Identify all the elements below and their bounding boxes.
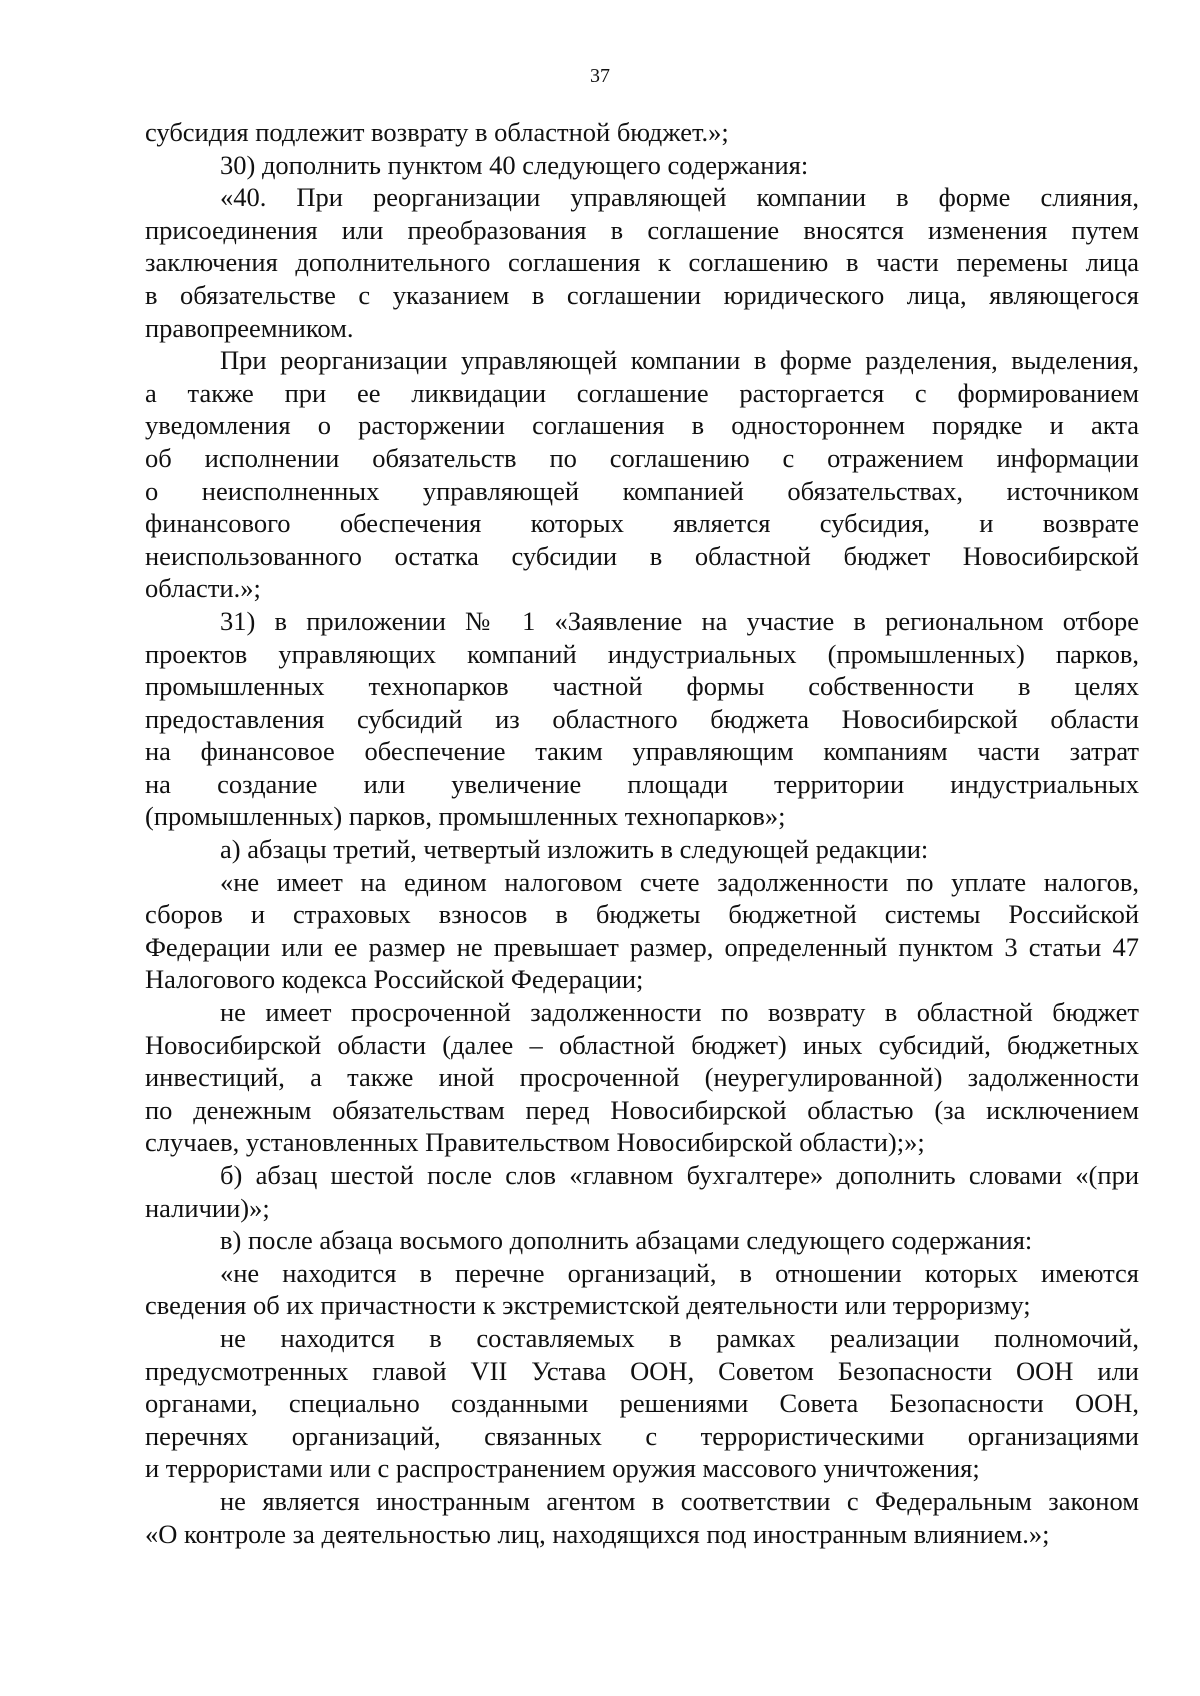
text-line: предусмотренных главой VII Устава ООН, Советом Безопасности ООН или [145, 1355, 1139, 1386]
text-line: неиспользованного остатка субсидии в областной бюджет Новосибирской [145, 540, 1139, 571]
text-line: а также при ее ликвидации соглашение расторгается с формированием [145, 377, 1139, 408]
text-line: на финансовое обеспечение таким управляющим компаниям части затрат [145, 736, 1139, 767]
page-number: 37 [590, 65, 610, 87]
document-body [145, 116, 1139, 1550]
text-line: Федерации или ее размер не превышает размер, определенный пунктом 3 статьи 47 [145, 931, 1139, 962]
text-line: сборов и страховых взносов в бюджеты бюджетной системы Российской [145, 899, 1139, 930]
text-line: заключения дополнительного соглашения к соглашению в части перемены лица [145, 247, 1139, 278]
text-line: не имеет просроченной задолженности по возврату в областной бюджет [220, 997, 1139, 1028]
text-line: области.»; [145, 573, 261, 604]
text-line: присоединения или преобразования в соглашение вносятся изменения путем [145, 214, 1139, 245]
text-line: Новосибирской области (далее – областной бюджет) иных субсидий, бюджетных [145, 1029, 1139, 1060]
text-line: «не имеет на едином налоговом счете задолженности по уплате налогов, [220, 866, 1139, 897]
text-line: инвестиций, а также иной просроченной (неурегулированной) задолженности [145, 1062, 1139, 1093]
text-line: «не находится в перечне организаций, в отношении которых имеются [220, 1257, 1139, 1288]
text-line: Налогового кодекса Российской Федерации; [145, 964, 644, 995]
text-line: «О контроле за деятельностью лиц, находящихся под иностранным влиянием.»; [145, 1518, 1050, 1549]
text-line: на создание или увеличение площади территории индустриальных [145, 768, 1139, 799]
text-line: о неисполненных управляющей компанией обязательствах, источником [145, 475, 1139, 506]
text-line: При реорганизации управляющей компании в форме разделения, выделения, [220, 345, 1139, 376]
text-line: а) абзацы третий, четвертый изложить в следующей редакции: [220, 834, 929, 865]
text-line: не находится в составляемых в рамках реализации полномочий, [220, 1322, 1139, 1353]
text-line: субсидия подлежит возврату в областной бюджет.»; [145, 117, 729, 147]
text-line: правопреемником. [145, 312, 354, 343]
text-line: (промышленных) парков, промышленных технопарков»; [145, 801, 786, 832]
text-line: сведения об их причастности к экстремистской деятельности или терроризму; [145, 1290, 1031, 1321]
text-line: промышленных технопарков частной формы собственности в целях [145, 671, 1139, 702]
text-line: не является иностранным агентом в соответствии с Федеральным законом [220, 1485, 1139, 1516]
text-line: проектов управляющих компаний индустриальных (промышленных) парков, [145, 638, 1139, 669]
text-line: б) абзац шестой после слов «главном бухгалтере» дополнить словами «(при [220, 1160, 1139, 1190]
text-line: «40. При реорганизации управляющей компании в форме слияния, [220, 182, 1139, 213]
text-line: в обязательстве с указанием в соглашении юридического лица, являющегося [145, 279, 1139, 310]
text-line: 30) дополнить пунктом 40 следующего содержания: [220, 149, 809, 180]
text-line: перечнях организаций, связанных с террористическими организациями [145, 1420, 1139, 1451]
text-line: в) после абзаца восьмого дополнить абзацами следующего содержания: [220, 1225, 1033, 1256]
text-line: об исполнении обязательств по соглашению с отражением информации [145, 442, 1139, 473]
text-line: органами, специально созданными решениями Совета Безопасности ООН, [145, 1388, 1139, 1419]
text-line: и террористами или с распространением оружия массового уничтожения; [145, 1453, 980, 1484]
text-line: 31) в приложении № 1 «Заявление на участие в региональном отборе [220, 605, 1139, 636]
text-line: по денежным обязательствам перед Новосибирской областью (за исключением [145, 1094, 1139, 1125]
text-line: предоставления субсидий из областного бюджета Новосибирской области [145, 703, 1139, 734]
text-line: финансового обеспечения которых является субсидия, и возврате [145, 508, 1139, 539]
text-line: наличии)»; [145, 1192, 270, 1223]
text-line: уведомления о расторжении соглашения в одностороннем порядке и акта [145, 410, 1139, 441]
text-line: случаев, установленных Правительством Новосибирской области);»; [145, 1127, 925, 1158]
